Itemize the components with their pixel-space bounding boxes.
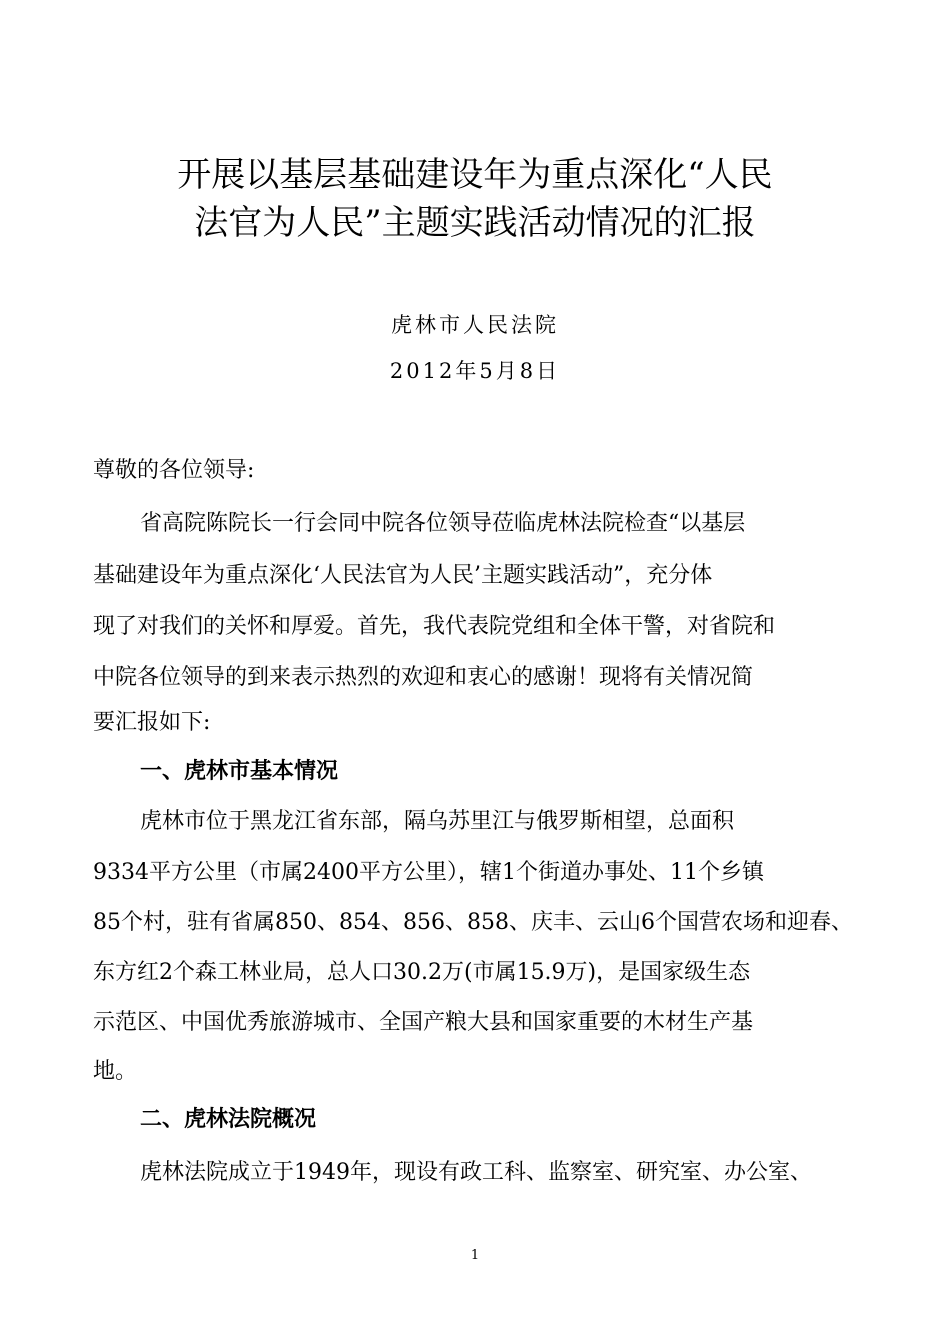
- section1-line: 虎林市位于黑龙江省东部，隔乌苏里江与俄罗斯相望，总面积: [140, 809, 735, 834]
- intro-line: 省高院陈院长一行会同中院各位领导莅临虎林法院检查“以基层: [140, 511, 746, 536]
- section1-line: 9334平方公里（市属2400平方公里），辖1个街道办事处、11个乡镇: [93, 860, 764, 885]
- section2-line: 虎林法院成立于1949年，现设有政工科、监察室、研究室、办公室、: [140, 1160, 812, 1185]
- intro-line: 要汇报如下:: [93, 710, 211, 735]
- document-date: 2012年5月8日: [389, 359, 561, 383]
- page-number: 1: [470, 1248, 480, 1263]
- section1-line: 示范区、中国优秀旅游城市、全国产粮大县和国家重要的木材生产基: [93, 1010, 754, 1035]
- section-heading-1: 一、虎林市基本情况: [140, 759, 339, 784]
- section1-line: 地。: [93, 1059, 138, 1084]
- document-title-line-1: 开展以基层基础建设年为重点深化“人民: [177, 155, 773, 195]
- intro-line: 基础建设年为重点深化‘人民法官为人民’主题实践活动”，充分体: [93, 563, 713, 588]
- section-heading-2: 二、虎林法院概况: [140, 1107, 317, 1132]
- salutation: 尊敬的各位领导:: [93, 458, 255, 483]
- intro-line: 现了对我们的关怀和厚爱。首先，我代表院党组和全体干警，对省院和: [93, 614, 776, 639]
- issuing-organization: 虎林市人民法院: [391, 313, 559, 337]
- intro-line: 中院各位领导的到来表示热烈的欢迎和衷心的感谢！现将有关情况简: [93, 665, 754, 690]
- section1-line: 85个村，驻有省属850、854、856、858、庆丰、云山6个国营农场和迎春、: [93, 910, 853, 935]
- section1-line: 东方红2个森工林业局，总人口30.2万(市属15.9万)，是国家级生态: [93, 960, 751, 985]
- document-title-line-2: 法官为人民”主题实践活动情况的汇报: [194, 203, 756, 243]
